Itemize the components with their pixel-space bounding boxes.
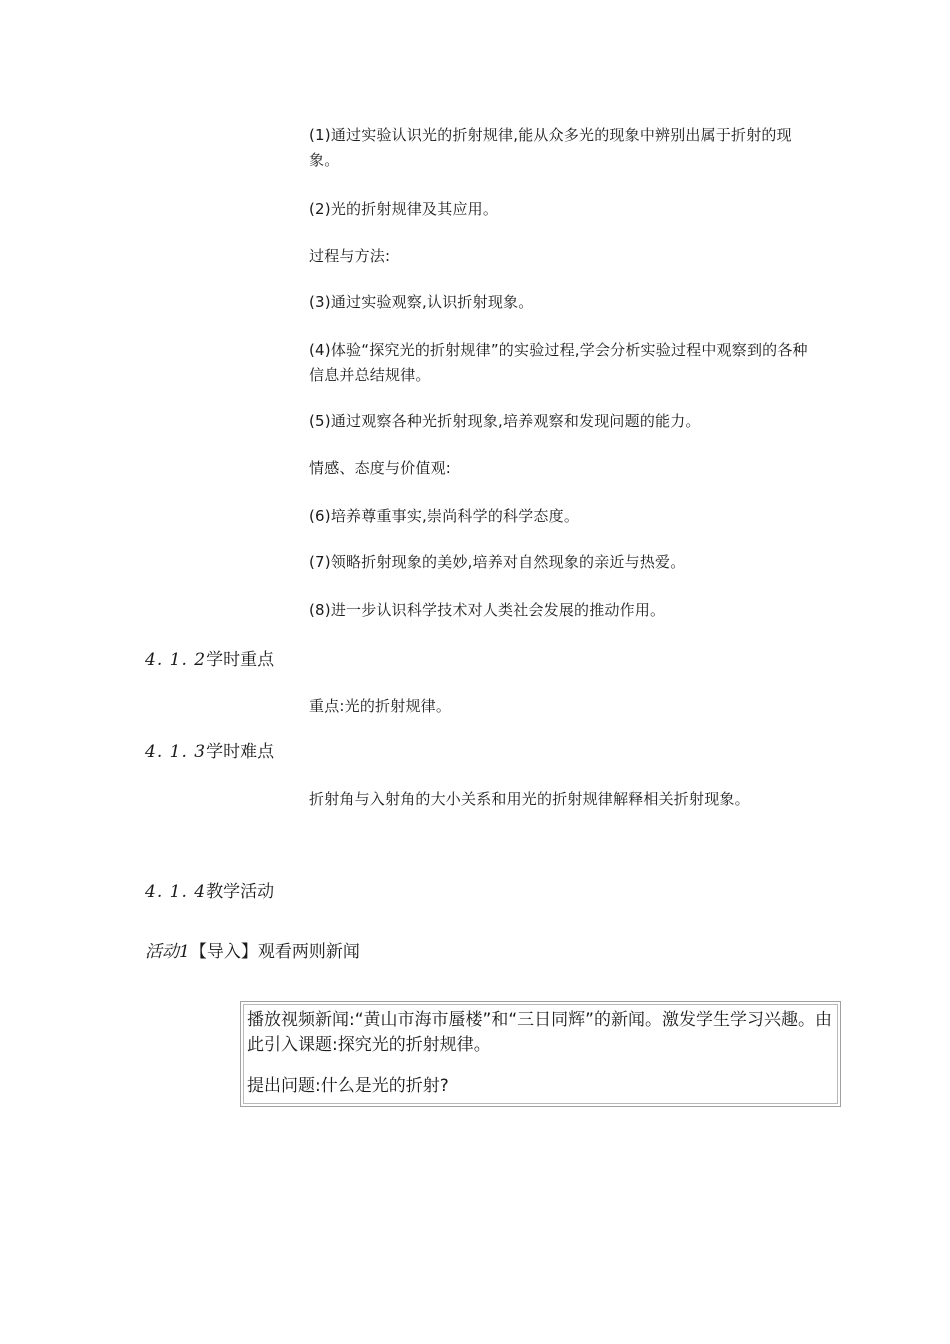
- emotion-values-heading: 情感、态度与价值观:: [309, 459, 452, 477]
- activity-1-question: 提出问题:什么是光的折射?: [247, 1076, 449, 1096]
- objective-1: (1)通过实验认识光的折射规律,能从众多光的现象中辨别出属于折射的现象。: [309, 126, 792, 169]
- key-point-heading: [145, 648, 274, 672]
- activity-label: 活动: [145, 942, 179, 962]
- objective-8: (8)进一步认识科学技术对人类社会发展的推动作用。: [309, 601, 666, 619]
- objective-2: (2)光的折射规律及其应用。: [309, 200, 499, 218]
- key-point-content: 重点:光的折射规律。: [309, 697, 452, 715]
- section-title: 学时重点: [206, 650, 275, 670]
- activities-heading: [145, 880, 274, 904]
- objective-7: (7)领略折射现象的美妙,培养对自然现象的亲近与热爱。: [309, 553, 686, 571]
- section-number: 4. 1. 3: [145, 742, 207, 762]
- objective-4: (4)体验“探究光的折射规律”的实验过程,学会分析实验过程中观察到的各种信息并总结规律。: [309, 341, 808, 384]
- activity-1-content-inner: [243, 1004, 838, 1104]
- objective-3: (3)通过实验观察,认识折射现象。: [309, 293, 534, 311]
- section-title: 学时难点: [206, 742, 275, 762]
- section-title: 教学活动: [206, 882, 275, 902]
- activity-number: 1: [179, 942, 190, 962]
- process-method-heading: 过程与方法:: [309, 247, 391, 265]
- section-number: 4. 1. 4: [145, 882, 207, 902]
- difficulty-content: 折射角与入射角的大小关系和用光的折射规律解释相关折射现象。: [309, 790, 750, 808]
- activity-tag: 【导入】: [189, 942, 258, 962]
- activity-1-heading: [145, 940, 360, 964]
- section-number: 4. 1. 2: [145, 650, 207, 670]
- difficulty-heading: [145, 740, 274, 764]
- activity-1-content-box: [240, 1001, 841, 1107]
- activity-1-description: 播放视频新闻:“黄山市海市蜃楼”和“三日同辉”的新闻。激发学生学习兴趣。由此引入课题:探究光的折射规律。: [247, 1010, 832, 1055]
- activity-title: 观看两则新闻: [257, 942, 360, 962]
- objective-6: (6)培养尊重事实,崇尚科学的科学态度。: [309, 507, 580, 525]
- objective-5: (5)通过观察各种光折射现象,培养观察和发现问题的能力。: [309, 412, 701, 430]
